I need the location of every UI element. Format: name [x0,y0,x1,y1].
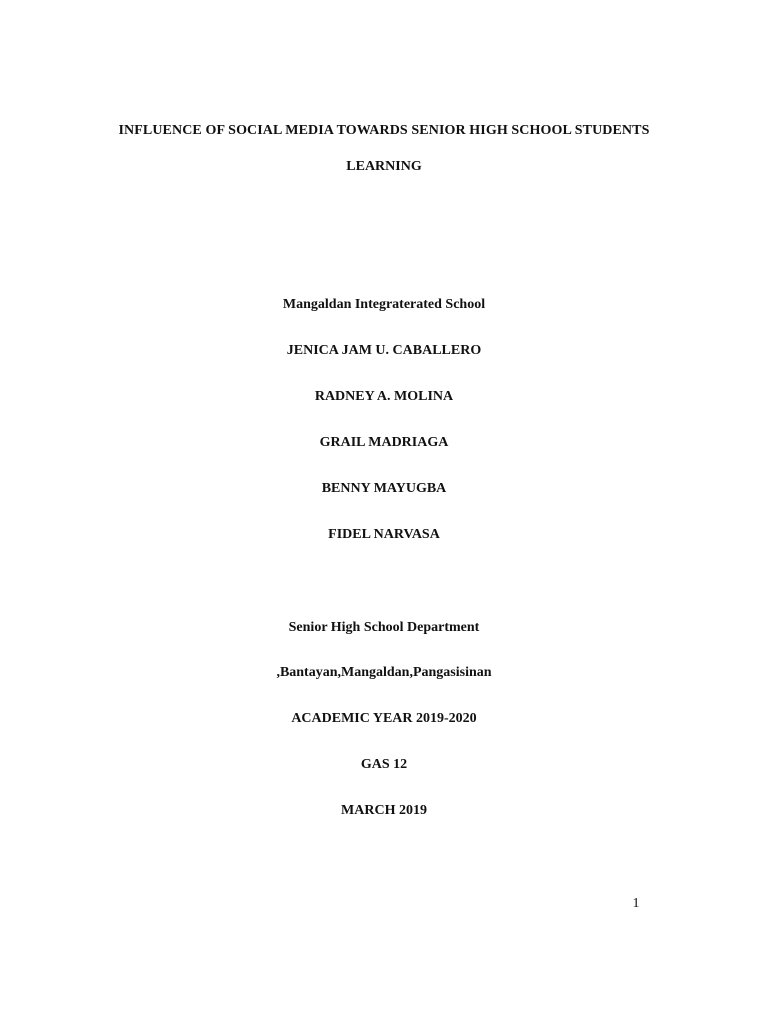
author-name: JENICA JAM U. CABALLERO [286,343,482,358]
department-name: Senior High School Department [288,620,480,635]
school-name: Mangaldan Integraterated School [282,297,486,312]
school-address: ,Bantayan,Mangaldan,Pangasisinan [276,665,492,680]
title-line-1: INFLUENCE OF SOCIAL MEDIA TOWARDS SENIOR HIGH SCHOOL STUDENTS [118,123,650,138]
academic-year: ACADEMIC YEAR 2019-2020 [291,711,477,726]
page-number: 1 [632,896,640,911]
title-line-2: LEARNING [346,159,422,174]
author-name: RADNEY A. MOLINA [314,389,454,404]
author-name: BENNY MAYUGBA [321,481,447,496]
author-name: GRAIL MADRIAGA [319,435,449,450]
author-name: FIDEL NARVASA [328,527,440,542]
strand-label: GAS 12 [360,757,408,772]
document-date: MARCH 2019 [341,803,427,818]
